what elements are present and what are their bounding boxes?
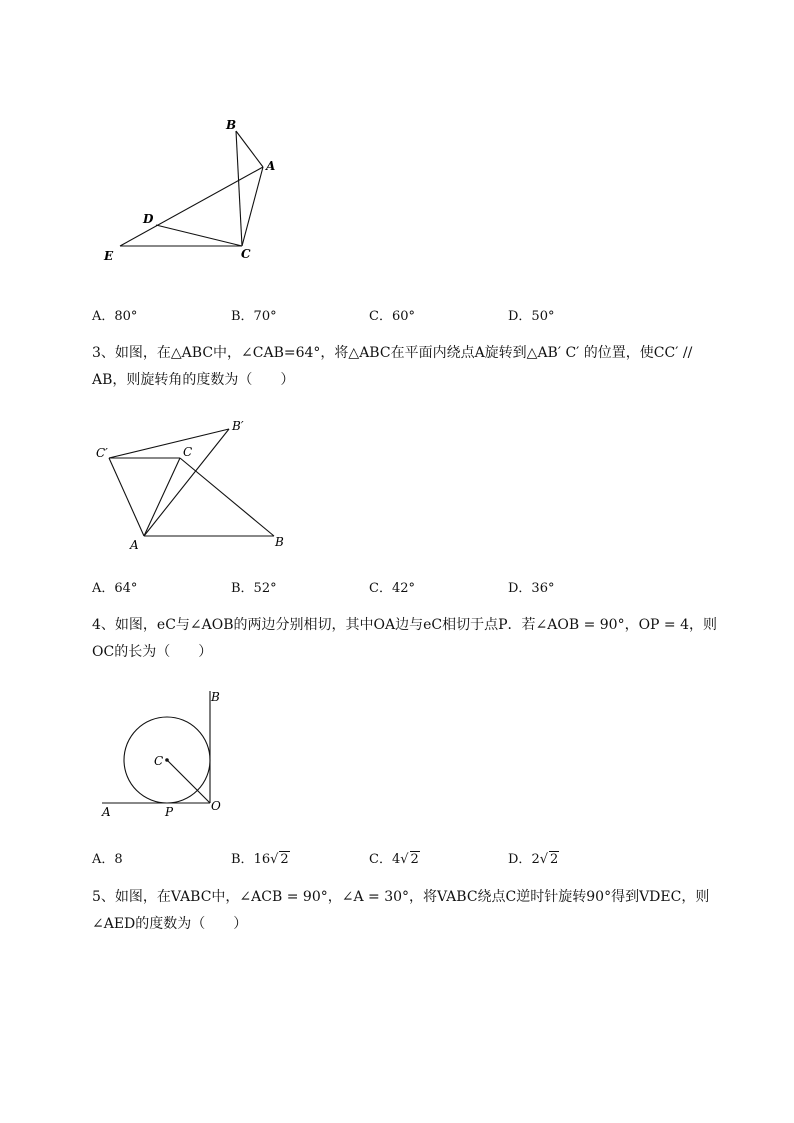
q4-question xyxy=(92,612,732,666)
q4-choice-b-coef: 16 xyxy=(253,852,271,867)
segment-DC xyxy=(156,225,242,246)
q5-text-line2: ∠AED的度数为（ ） xyxy=(92,916,248,932)
q3-choice-a[interactable]: A．64° xyxy=(92,581,138,596)
segment-BA xyxy=(236,131,263,167)
sqrt-icon: √ 2 xyxy=(270,852,289,867)
q2-choice-c[interactable]: C．60° xyxy=(369,309,415,324)
q3-label-Bp: B′ xyxy=(232,419,244,433)
q3-label-B: B xyxy=(275,535,284,549)
q5-question xyxy=(92,884,732,938)
sqrt-icon: √ 2 xyxy=(539,852,559,867)
q2-label-E: E xyxy=(104,249,114,263)
segment-CB xyxy=(180,458,274,536)
q4-choice-b-prefix: B． xyxy=(231,852,254,867)
center-point-C xyxy=(165,758,169,762)
q3-choice-d[interactable]: D．36° xyxy=(508,581,555,596)
sqrt-icon: √ 2 xyxy=(400,852,419,867)
q3-label-A: A xyxy=(130,538,139,552)
q3-text-line1: 3、如图，在△ABC中，∠CAB=64°，将△ABC在平面内绕点A旋转到△AB′ C′ 的位置，使CC′ // xyxy=(92,345,693,361)
q3-figure xyxy=(92,412,302,552)
q4-text-line1: 4、如图，eC与∠AOB的两边分别相切，其中OA边与eC相切于点P．若∠AOB = 90°，OP = 4，则 xyxy=(92,617,718,633)
q3-label-Cp: C′ xyxy=(96,446,108,460)
q4-choice-c-radicand: 2 xyxy=(410,852,419,867)
q3-choice-b[interactable]: B．52° xyxy=(231,581,277,596)
q2-choice-b[interactable]: B．70° xyxy=(231,309,277,324)
segment-CO xyxy=(167,760,210,803)
q4-choice-d-prefix: D． xyxy=(508,852,532,867)
q4-choices xyxy=(92,848,712,868)
q2-choices xyxy=(92,305,712,325)
q4-label-O: O xyxy=(211,799,221,813)
q4-label-A: A xyxy=(102,805,111,819)
q4-choice-c-prefix: C． xyxy=(369,852,392,867)
q3-text-line2: AB，则旋转角的度数为（ ） xyxy=(92,372,295,388)
q4-choice-b-radicand: 2 xyxy=(280,852,289,867)
q2-choice-a[interactable]: A．80° xyxy=(92,309,138,324)
q4-choice-d-coef: 2 xyxy=(531,852,540,867)
q2-choice-d[interactable]: D．50° xyxy=(508,309,555,324)
segment-BC xyxy=(236,131,242,246)
q2-figure xyxy=(96,112,296,272)
q4-text-line2: OC的长为（ ） xyxy=(92,644,213,660)
q4-label-C: C xyxy=(154,754,164,768)
q3-question xyxy=(92,340,732,394)
q2-label-A: A xyxy=(266,159,276,173)
q3-choice-c[interactable]: C．42° xyxy=(369,581,415,596)
q4-choice-a-text: A．8 xyxy=(92,852,123,867)
q4-choice-d-radicand: 2 xyxy=(550,852,559,867)
segment-CpBp xyxy=(109,429,229,458)
q2-label-B: B xyxy=(226,118,237,132)
q3-choices xyxy=(92,577,712,597)
q4-choice-c-coef: 4 xyxy=(391,852,401,867)
q2-label-D: D xyxy=(143,212,154,226)
segment-CpA xyxy=(109,458,144,536)
q4-choice-d[interactable] xyxy=(508,848,559,867)
q3-label-C: C xyxy=(183,445,193,459)
q4-figure xyxy=(96,686,236,826)
q4-choice-a[interactable] xyxy=(92,848,123,867)
q4-label-B: B xyxy=(211,690,220,704)
q4-choice-c[interactable] xyxy=(369,848,420,867)
q4-choice-b[interactable] xyxy=(231,848,290,867)
q5-text-line1: 5、如图，在VABC中，∠ACB = 90°，∠A = 30°，将VABC绕点C逆时针旋转90°得到VDEC，则 xyxy=(92,889,710,905)
segment-AC xyxy=(242,167,263,246)
q2-label-C: C xyxy=(241,247,251,261)
q4-label-P: P xyxy=(165,805,174,819)
